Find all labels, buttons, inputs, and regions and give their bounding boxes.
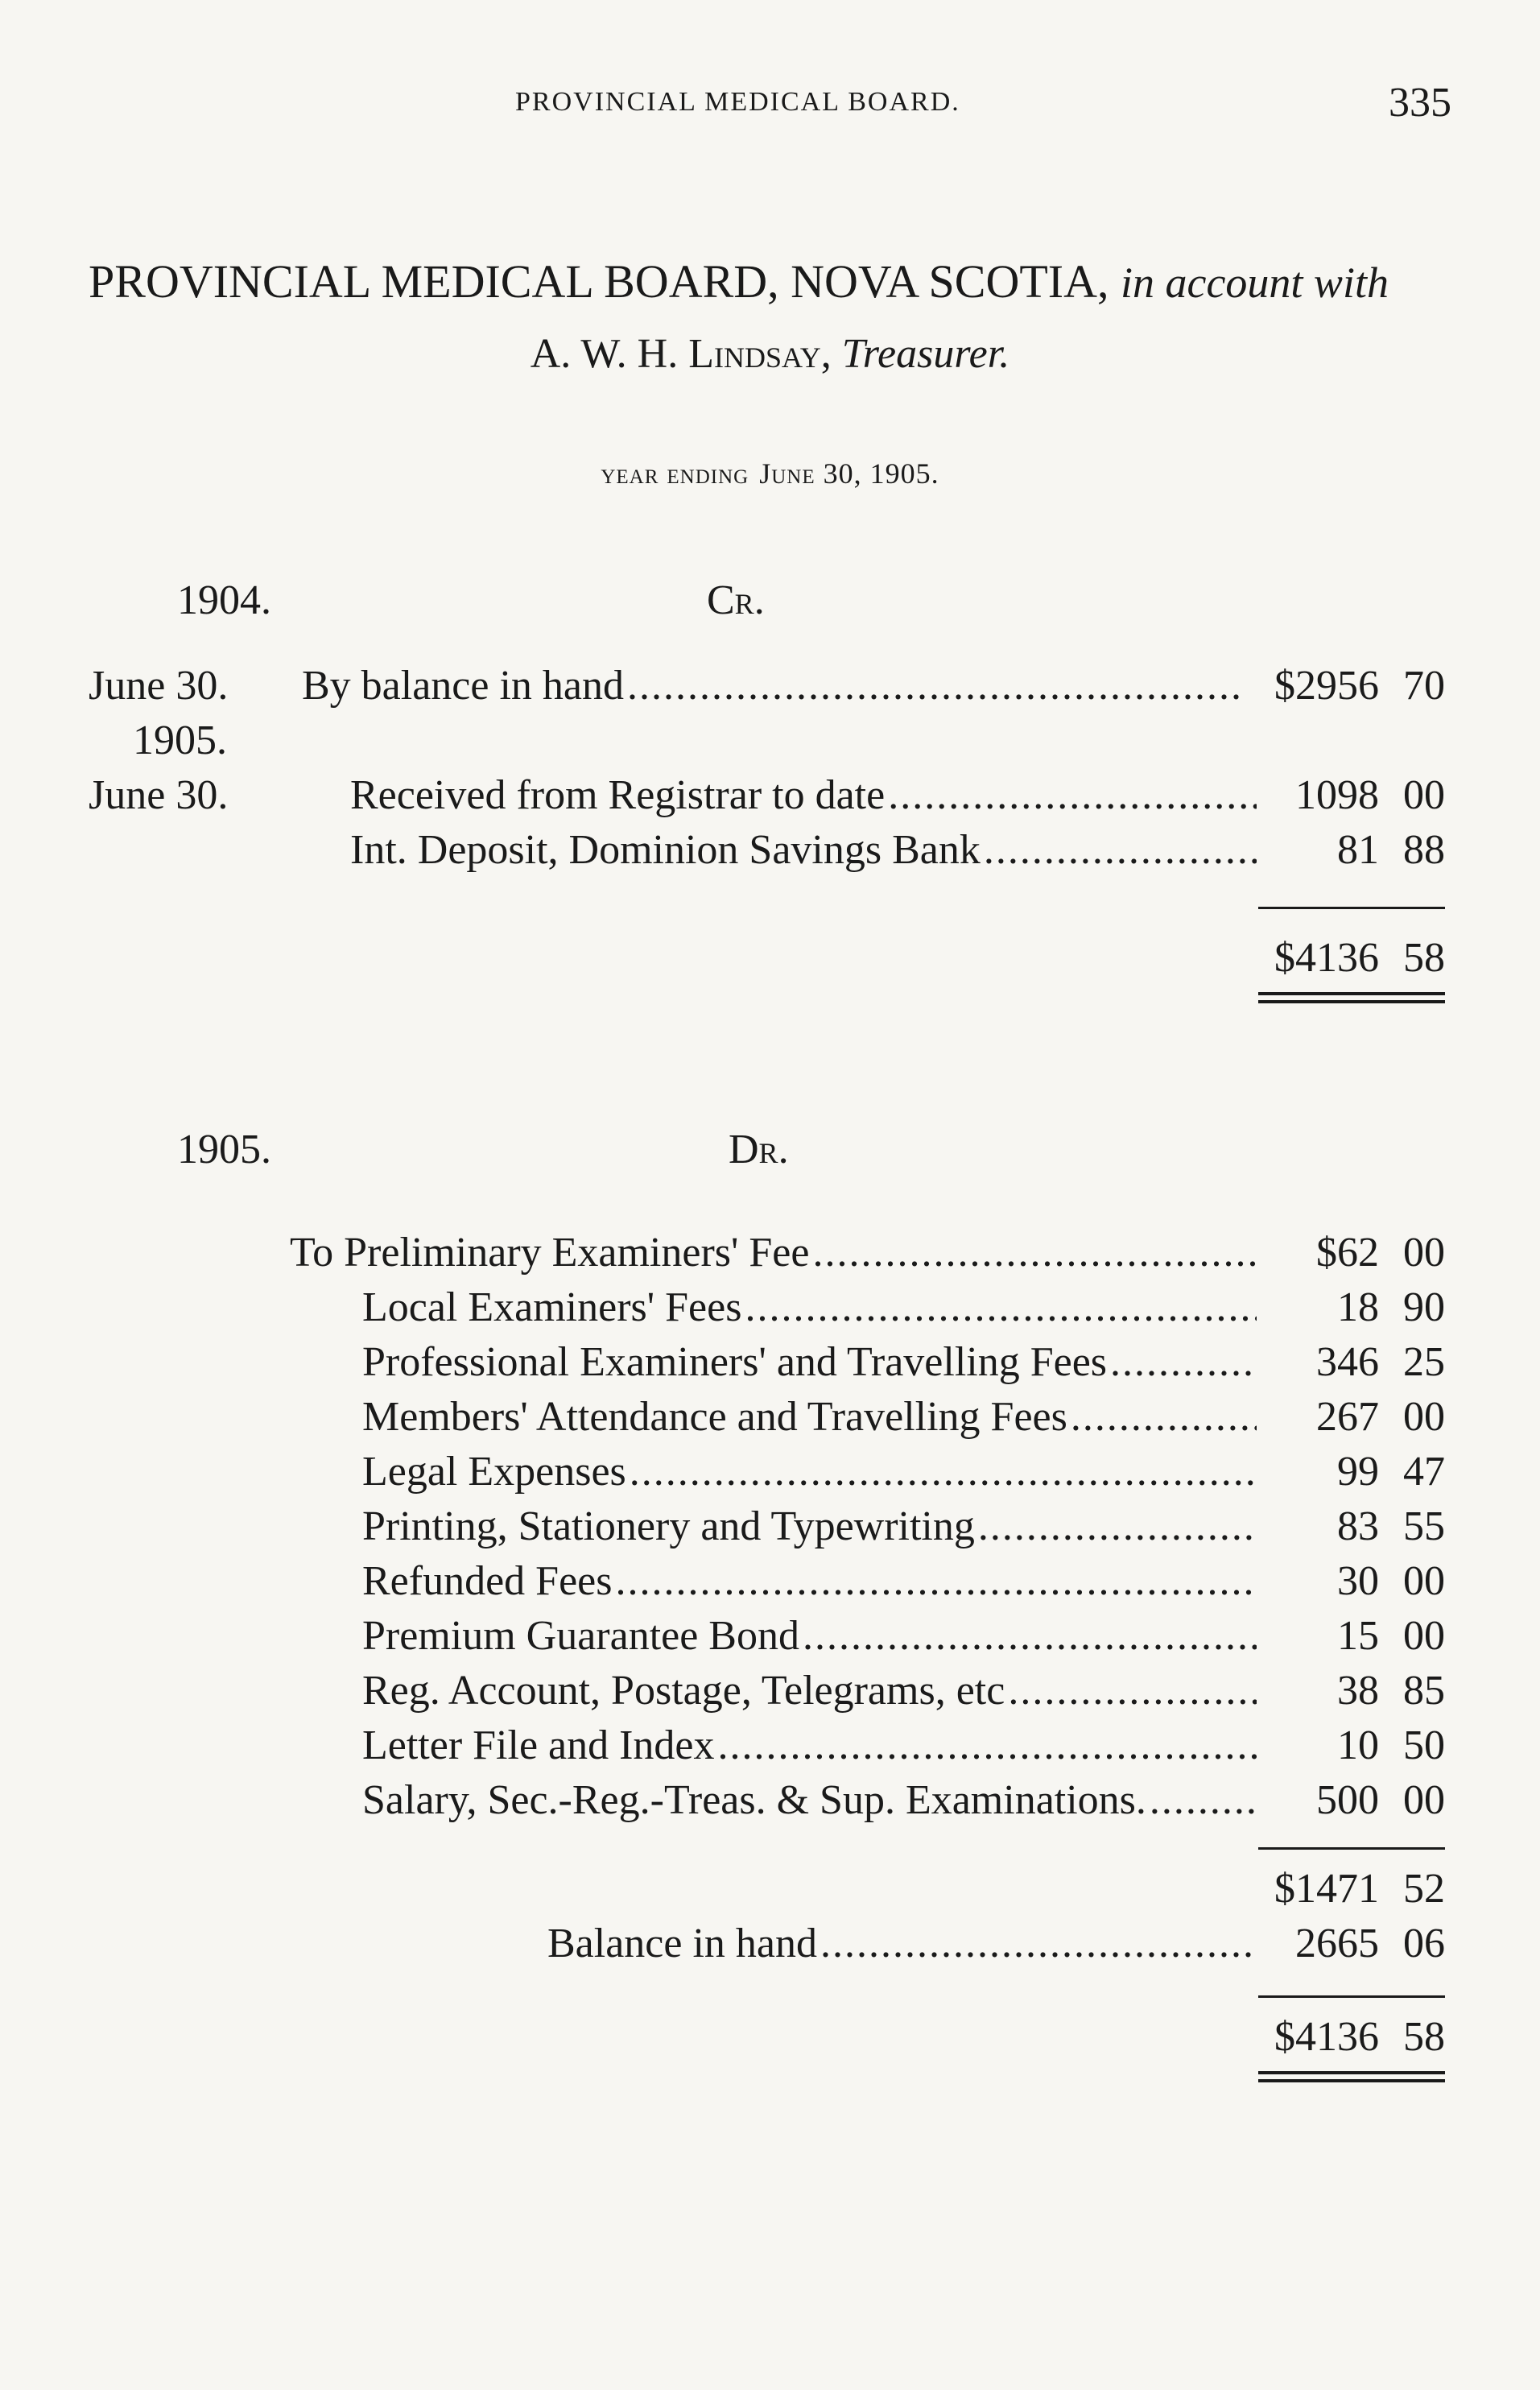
entry-description-text: Legal Expenses [362,1449,626,1495]
entry-date: June 30. [89,663,229,709]
amount-cents: 00 [1403,1230,1445,1276]
entry-amount [1228,1393,1445,1441]
entry-description [362,1612,1260,1660]
entry-description [362,1448,1260,1495]
entry-amount [1228,1229,1445,1276]
entry-amount [1228,1612,1445,1660]
credit-side-label: Cr. [707,577,765,623]
amount-cents: 58 [1403,935,1445,981]
amount-dollars: 267 [1316,1394,1379,1440]
total-double-rule [1258,2071,1445,2082]
page-number: 335 [1389,80,1451,126]
ledger-row [0,717,1540,768]
amount-cents: 06 [1403,1921,1445,1966]
ledger-row [0,826,1540,878]
dot-leader [1008,1667,1257,1714]
entry-description [350,771,1260,819]
entry-description [362,1667,1260,1714]
account-heading-main: PROVINCIAL MEDICAL BOARD, NOVA SCOTIA, [89,255,1109,308]
sum-rule [1258,1847,1445,1850]
entry-description [362,1557,1260,1605]
amount-dollars: 81 [1337,827,1379,873]
debit-total [1228,2013,1445,2061]
amount-dollars: 500 [1316,1777,1379,1823]
entry-amount [1228,771,1445,819]
entry-description [362,1338,1260,1386]
amount-dollars: 2956 [1295,663,1379,709]
debit-subtotal [1228,1865,1445,1912]
amount-cents: 00 [1403,1558,1445,1604]
amount-dollars: 2665 [1295,1921,1379,1966]
amount-dollars: 346 [1316,1339,1379,1385]
entry-amount [1228,1448,1445,1495]
treasurer-initials: A. W. H. [530,331,679,377]
period-date: June 30, 1905. [759,457,939,490]
amount-cents: 70 [1403,663,1445,709]
amount-cents: 58 [1403,2014,1445,2060]
amount-dollars: 4136 [1295,2014,1379,2060]
ledger-row [0,1338,1540,1390]
dollar-sign: $ [1274,1866,1295,1912]
amount-cents: 90 [1403,1284,1445,1330]
dollar-sign: $ [1274,2014,1295,2060]
dot-leader [820,1920,1257,1967]
ledger-row [0,662,1540,713]
dot-leader [812,1229,1257,1276]
ledger-row [0,1557,1540,1609]
amount-dollars: 10 [1337,1722,1379,1768]
entry-description-text: Professional Examiners' and Travelling Fees [362,1339,1108,1385]
amount-dollars: 18 [1337,1284,1379,1330]
entry-amount [1228,1776,1445,1824]
account-heading [89,254,1457,308]
amount-cents: 25 [1403,1339,1445,1385]
entry-amount [1228,826,1445,874]
entry-date: 1905. [133,717,227,763]
dot-leader [745,1284,1257,1331]
entry-description-text: Reg. Account, Postage, Telegrams, etc [362,1668,1005,1714]
entry-description-text: Letter File and Index [362,1722,715,1768]
balance-description [547,1920,1260,1967]
credit-total [1228,934,1445,982]
balance-row [0,1920,1540,1971]
entry-description [362,1393,1260,1441]
entry-description [362,1503,1260,1550]
entry-description [302,662,1248,709]
period-prefix: year ending [601,457,749,490]
entry-description-text: Salary, Sec.-Reg.-Treas. & Sup. Examinations. [362,1777,1146,1823]
amount-dollars: 30 [1337,1558,1379,1604]
balance-amount [1228,1920,1445,1967]
sum-rule [1258,1995,1445,1998]
dollar-sign: $ [1274,935,1295,981]
ledger-row [0,771,1540,823]
entry-amount [1228,662,1445,709]
entry-description [350,826,1260,874]
dollar-sign: $ [1274,663,1295,709]
debit-side-label: Dr. [729,1127,789,1172]
debit-subtotal-row [0,1865,1540,1917]
entry-description-text: Int. Deposit, Dominion Savings Bank [350,827,981,873]
entry-date: June 30. [89,772,229,818]
entry-description [362,1776,1260,1824]
amount-cents: 52 [1403,1866,1445,1912]
entry-description-text: Received from Registrar to date [350,772,886,818]
dot-leader [718,1722,1257,1769]
amount-dollars: 1098 [1295,772,1379,818]
dollar-sign: $ [1316,1230,1337,1276]
dot-leader [615,1557,1257,1605]
amount-cents: 85 [1403,1668,1445,1714]
entry-amount [1228,1722,1445,1769]
credit-year-label: 1904. [177,577,271,623]
treasurer-line [0,330,1540,378]
entry-amount [1228,1284,1445,1331]
debit-year-label: 1905. [177,1127,271,1172]
entry-description-text: To Preliminary Examiners' Fee [290,1230,810,1276]
dot-leader [803,1612,1257,1660]
debit-total-row [0,2013,1540,2065]
entry-description [290,1229,1260,1276]
ledger-row [0,1503,1540,1554]
amount-cents: 55 [1403,1503,1445,1549]
account-heading-italic: in account with [1120,258,1389,307]
ledger-row [0,1722,1540,1773]
amount-cents: 00 [1403,1613,1445,1659]
ledger-row [0,1776,1540,1828]
dot-leader [627,662,1245,709]
entry-amount [1228,1557,1445,1605]
ledger-row [0,1393,1540,1445]
amount-cents: 00 [1403,1394,1445,1440]
treasurer-role: Treasurer. [841,331,1010,377]
ledger-row [0,1667,1540,1718]
amount-cents: 50 [1403,1722,1445,1768]
ledger-row [0,1229,1540,1280]
dot-leader [888,771,1257,819]
entry-description-text: Refunded Fees [362,1558,613,1604]
entry-amount [1228,1503,1445,1550]
amount-dollars: 1471 [1295,1866,1379,1912]
amount-cents: 47 [1403,1449,1445,1495]
sum-rule [1258,907,1445,909]
amount-dollars: 62 [1337,1230,1379,1276]
entry-description-text: Local Examiners' Fees [362,1284,742,1330]
treasurer-name: Lindsay, [688,331,832,377]
entry-description-text: By balance in hand [302,663,624,709]
period-line [0,446,1540,494]
entry-description-text: Members' Attendance and Travelling Fees [362,1394,1067,1440]
amount-cents: 00 [1403,772,1445,818]
ledger-row [0,1448,1540,1499]
amount-dollars: 38 [1337,1668,1379,1714]
ledger-row [0,1284,1540,1335]
entry-description [362,1284,1260,1331]
dot-leader [630,1448,1257,1495]
credit-total-row [0,934,1540,986]
amount-dollars: 83 [1337,1503,1379,1549]
entry-description-text: Printing, Stationery and Typewriting [362,1503,975,1549]
amount-cents: 00 [1403,1777,1445,1823]
running-head [0,79,1540,127]
entry-description [362,1722,1260,1769]
dot-leader [978,1503,1257,1550]
entry-description-text: Balance in hand [547,1921,817,1966]
entry-description-text: Premium Guarantee Bond [362,1613,799,1659]
amount-dollars: 15 [1337,1613,1379,1659]
entry-amount [1228,1338,1445,1386]
total-double-rule [1258,992,1445,1003]
running-title: PROVINCIAL MEDICAL BOARD. [515,87,960,117]
amount-dollars: 99 [1337,1449,1379,1495]
entry-amount [1228,1667,1445,1714]
amount-cents: 88 [1403,827,1445,873]
dot-leader [984,826,1257,874]
amount-dollars: 4136 [1295,935,1379,981]
ledger-row [0,1612,1540,1664]
